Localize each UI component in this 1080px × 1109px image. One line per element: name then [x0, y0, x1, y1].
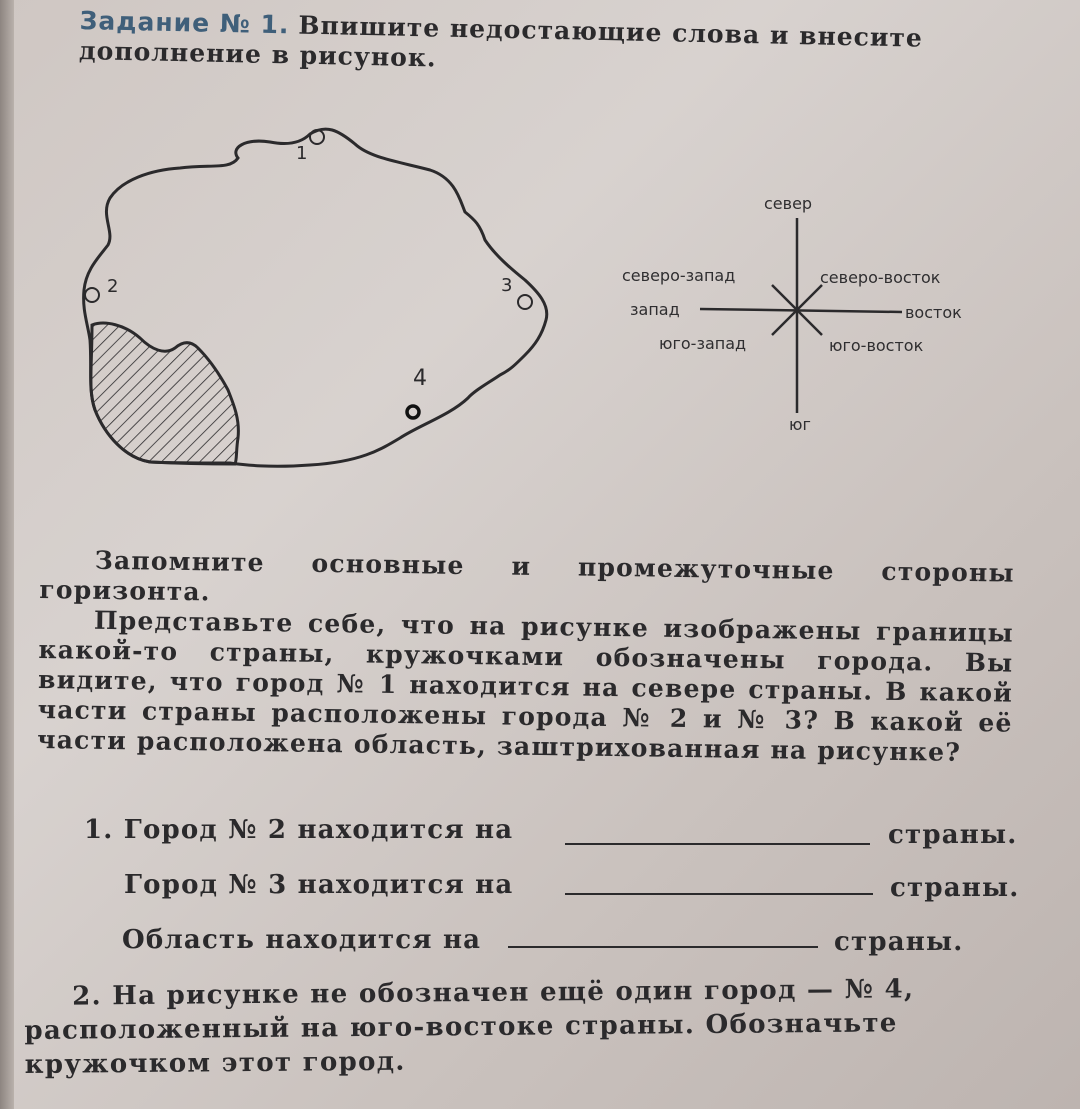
compass-southeast-label: юго-восток: [829, 336, 924, 355]
compass-west-label: запад: [630, 300, 680, 319]
compass-east-label: восток: [905, 303, 962, 322]
city-2-label: 2: [107, 276, 119, 297]
question-2-text: На рисунке не обозначен ещё один город — № 4, расположенный на юго-востоке страны. Обозначьте кружочком этот город.: [24, 974, 915, 1080]
page-edge: [0, 0, 14, 1109]
compass-northwest-label: северо-запад: [622, 266, 736, 285]
task-label: Задание № 1.: [79, 6, 290, 40]
answer-2-prefix: Город № 3 находится на: [124, 870, 514, 900]
compass-south-label: юг: [789, 415, 811, 434]
question-2: [24, 971, 1025, 1082]
task-header: [79, 6, 980, 85]
answer-1-prefix: 1. Город № 2 находится на: [84, 815, 514, 845]
imagine-paragraph: Представьте себе, что на рисунке изображены границы какой-то страны, кружочками обозначены города. Вы видите, что город № 1 находится на севере страны. В какой части страны расположены города № 2 и № 3? В какой её части расположена область, заштрихованная на рисунке?: [37, 605, 1015, 767]
remember-paragraph: Запомните основные и промежуточные стороны горизонта.: [39, 545, 1015, 607]
answer-1-suffix: страны.: [888, 820, 1018, 850]
compass-northeast-label: северо-восток: [820, 268, 941, 287]
compass-north-label: север: [764, 194, 813, 213]
task-instruction: Впишите недостающие слова и внесите дополнение в рисунок.: [78, 10, 924, 73]
answer-1-blank[interactable]: [565, 843, 870, 845]
city-1-label: 1: [296, 143, 308, 164]
city-4-label: 4: [413, 366, 427, 391]
answer-3-blank[interactable]: [508, 946, 818, 948]
question-2-number: 2.: [72, 981, 103, 1012]
compass-we-line: [700, 309, 902, 312]
city-3-label: 3: [501, 275, 513, 296]
compass-southwest-label: юго-запад: [659, 334, 747, 353]
city-4-marker: [407, 406, 419, 418]
answer-3-prefix: Область находится на: [122, 925, 482, 955]
question-2-paragraph: [24, 971, 1025, 1082]
answer-2-blank[interactable]: [565, 893, 873, 895]
country-map: [70, 120, 570, 490]
city-2-marker: [85, 288, 99, 302]
hatched-area: [91, 323, 239, 464]
city-3-marker: [518, 295, 532, 309]
exercise-text: [37, 545, 1015, 769]
answer-3-suffix: страны.: [834, 927, 964, 957]
answer-2-suffix: страны.: [890, 873, 1020, 903]
